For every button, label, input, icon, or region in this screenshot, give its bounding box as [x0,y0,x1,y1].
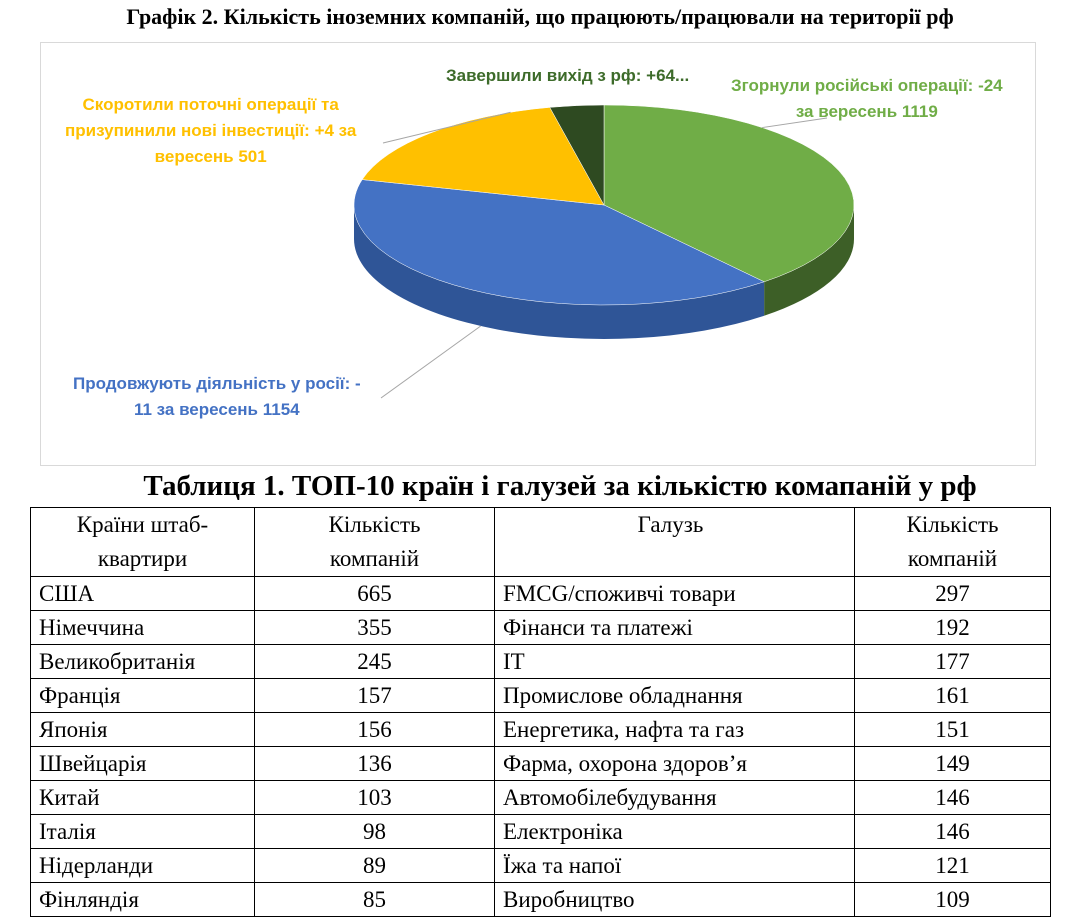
table-row [31,883,1051,917]
table-title: Таблиця 1. ТОП-10 країн і галузей за кількістю комапаній у рф [143,470,977,502]
slice-label-line: Продовжують діяльність у росії: - [73,374,361,393]
table-row [31,747,1051,781]
cell-industry: IT [495,645,855,679]
header-line: Країни штаб- [76,512,209,537]
slice-label-line: Скоротили поточні операції та [82,95,339,114]
slice-label-line: Згорнули російські операції: -24 [731,76,1003,95]
cell-country: Фінляндія [31,883,255,917]
slice-label-completed-exit [446,63,689,89]
cell-industry: FMCG/споживчі товари [495,577,855,611]
header-count-companies [255,508,495,577]
cell-count: 149 [855,747,1051,781]
cell-country: Японія [31,713,255,747]
cell-country: США [31,577,255,611]
header-line: компаній [907,546,998,571]
pie-chart [40,42,1036,466]
header-line: Кількість [906,512,999,537]
cell-country: Великобританія [31,645,255,679]
cell-count: 245 [255,645,495,679]
cell-count: 136 [255,747,495,781]
slice-label-line: призупинили нові інвестиції: +4 за [65,121,357,140]
cell-country: Німеччина [31,611,255,645]
cell-count: 665 [255,577,495,611]
cell-count: 156 [255,713,495,747]
cell-count: 192 [855,611,1051,645]
header-line: Галузь [637,512,704,537]
header-line: квартири [97,546,188,571]
table-row [31,781,1051,815]
cell-industry: Електроніка [495,815,855,849]
cell-count: 103 [255,781,495,815]
cell-count: 109 [855,883,1051,917]
table-row [31,611,1051,645]
table-header-row [31,508,1051,577]
chart-title: Графік 2. Кількість іноземних компаній, що працюють/працювали на території рф [126,4,954,29]
table-row [31,577,1051,611]
cell-industry: Виробництво [495,883,855,917]
slice-label-line: 11 за вересень 1154 [133,400,300,419]
cell-industry: Фарма, охорона здоров’я [495,747,855,781]
cell-count: 157 [255,679,495,713]
cell-count: 297 [855,577,1051,611]
cell-count: 89 [255,849,495,883]
table-row [31,713,1051,747]
table-row [31,849,1051,883]
slice-label-line: за вересень 1119 [795,102,938,121]
table-row [31,815,1051,849]
cell-country: Китай [31,781,255,815]
top10-table [30,507,1051,917]
cell-count: 146 [855,781,1051,815]
cell-industry: Автомобілебудування [495,781,855,815]
cell-count: 121 [855,849,1051,883]
cell-count: 161 [855,679,1051,713]
slice-label-closed-operations [731,73,1003,125]
cell-count: 355 [255,611,495,645]
slice-label-continuing [73,371,361,423]
cell-count: 177 [855,645,1051,679]
cell-industry: Промислове обладнання [495,679,855,713]
table-row [31,645,1051,679]
cell-count: 146 [855,815,1051,849]
cell-country: Італія [31,815,255,849]
cell-count: 98 [255,815,495,849]
slice-label-reduced [65,92,356,170]
cell-industry: Енергетика, нафта та газ [495,713,855,747]
header-country [31,508,255,577]
header-line: Кількість [328,512,421,537]
leader-line-continuing [381,326,481,398]
cell-country: Нідерланди [31,849,255,883]
cell-count: 85 [255,883,495,917]
header-industry [495,508,855,577]
cell-industry: Їжа та напої [495,849,855,883]
table-row [31,679,1051,713]
cell-country: Швейцарія [31,747,255,781]
cell-industry: Фінанси та платежі [495,611,855,645]
slice-label-line: вересень 501 [154,147,267,166]
cell-count: 151 [855,713,1051,747]
header-line: компаній [329,546,420,571]
header-count-companies-2 [855,508,1051,577]
cell-country: Франція [31,679,255,713]
slice-label-line: Завершили вихід з рф: +64... [446,66,690,85]
